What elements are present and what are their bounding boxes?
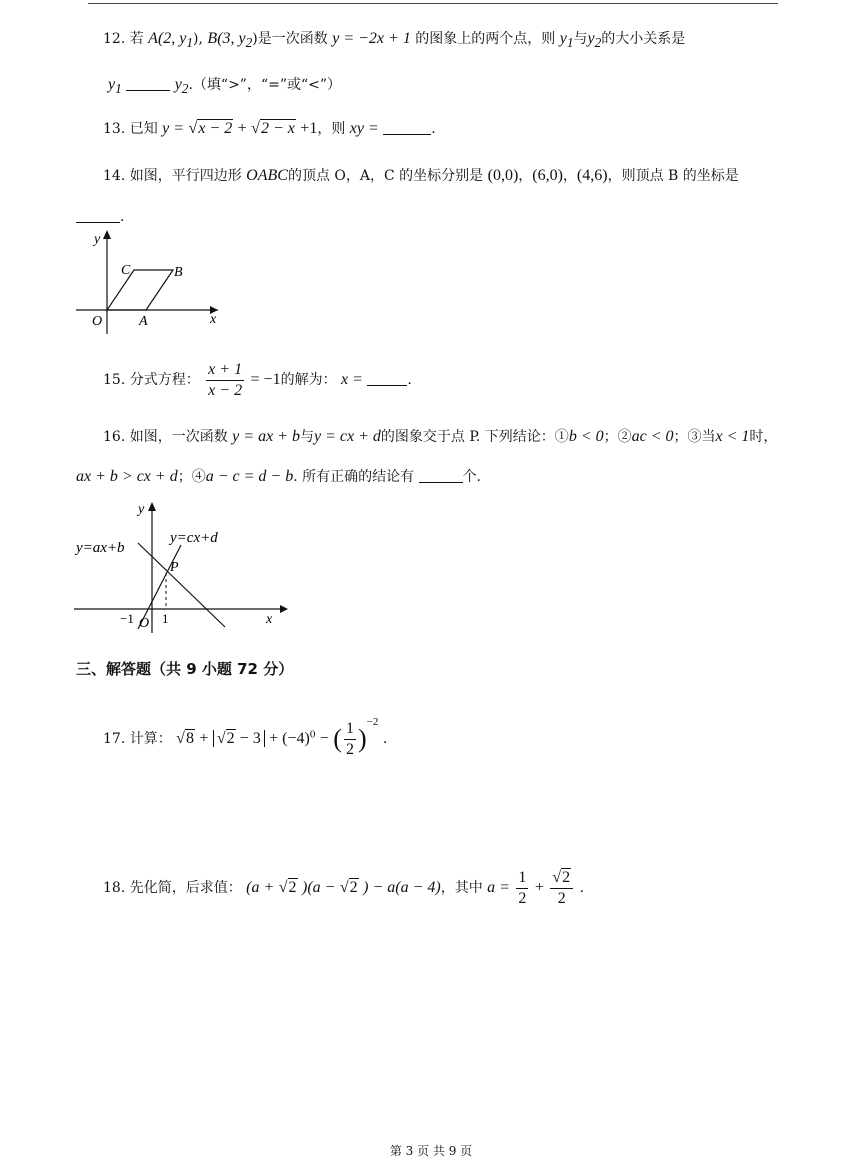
page-footer: 第 3 页 共 9 页	[389, 1144, 473, 1158]
vertex-label-c: C	[121, 263, 131, 278]
vertex-label-a: A	[139, 314, 148, 329]
question-16-line-2: ax + b > cx + d；④a − c = d − b. 所有正确的结论有 个.	[76, 468, 482, 485]
answer-blank[interactable]	[76, 208, 120, 223]
line-label-cx-plus-d: y=cx+d	[170, 530, 218, 546]
sqrt-term: x − 2	[198, 120, 233, 137]
axis-label-y: y	[138, 502, 145, 517]
x-axis-arrow	[280, 605, 288, 613]
fraction-half: $\frac{1}{2}$	[518, 868, 527, 907]
fraction-root2-over-2: $\frac{√2}{2}$	[550, 868, 573, 909]
q12-text: 若	[129, 31, 144, 47]
parallelogram-figure	[74, 226, 234, 336]
answer-blank[interactable]	[126, 76, 170, 91]
axis-label-x: x	[266, 612, 273, 627]
question-13: 13. 已知 y = √x − 2 + √2 − x +1，则 xy = .	[103, 120, 436, 137]
axis-label-y: y	[94, 232, 101, 247]
answer-blank[interactable]	[419, 468, 463, 483]
point-a: A(2, $y_1$	[148, 30, 194, 51]
tick-label-1: 1	[162, 611, 169, 626]
question-15: 15. 分式方程： $\frac{x + 1}{x - 2}$ = −1的解为： x = .	[103, 360, 412, 399]
question-12: 12. 若 A(2, $y_1$), B(3, $y_2$)是一次函数 y = −2x + 1 的图象上的两个点，则 $y_1$与$y_2$的大小关系是	[103, 30, 686, 51]
point-b: B(3, $y_2$	[207, 30, 253, 51]
fraction-half: $\frac{1}{2}$	[345, 719, 354, 758]
section-heading: 三、解答题（共 9 小题 72 分）	[76, 660, 294, 678]
question-16: 16. 如图，一次函数 y = ax + b与y = cx + d的图象交于点 P. 下列结论：①b < 0；②ac < 0；③当x < 1时，	[103, 428, 778, 445]
y-axis-arrow	[103, 230, 111, 239]
parallelogram-oabc	[107, 270, 173, 310]
linear-function: y = −2x + 1	[332, 30, 411, 47]
question-14: 14. 如图，平行四边形 OABC的顶点 O，A，C 的坐标分别是 (0,0)，(6,0)，(4,6)，则顶点 B 的坐标是	[103, 167, 739, 184]
intersection-label-p: P	[170, 560, 179, 575]
axis-label-x: x	[210, 312, 217, 327]
header-rule	[88, 3, 778, 4]
answer-blank[interactable]	[367, 371, 407, 386]
question-18: 18. 先化简，后求值： (a + √2 )(a − √2 ) − a(a − 4)，其中 a = $\frac{1}{2}$ + $\frac{√2}{2}$ .	[103, 868, 585, 907]
question-12-answer-line: $y_1$ $y_2$.（填“>”，“=”或“<”）	[108, 76, 342, 97]
tick-label-neg1: −1	[120, 611, 134, 626]
absolute-value: √2 − 3	[213, 730, 265, 747]
question-number: 12.	[103, 31, 126, 47]
question-14-answer-line: .	[76, 207, 124, 227]
answer-blank[interactable]	[383, 120, 431, 135]
line-label-ax-plus-b: y=ax+b	[76, 540, 125, 556]
y-axis-arrow	[148, 502, 156, 511]
line-ax-plus-b	[138, 543, 225, 627]
sqrt-term: 2 − x	[260, 120, 295, 137]
question-17: 17. 计算： $√8 + √2 - 3 + (-4)^0$ − ( $\frac{1}{2}$ )$^{-2}$ .	[103, 716, 388, 758]
two-lines-figure	[70, 497, 290, 635]
fraction: $\frac{x + 1}{x - 2}$	[208, 360, 243, 399]
vertex-label-b: B	[174, 265, 183, 280]
vertex-label-o: O	[92, 314, 103, 329]
origin-label: O	[139, 616, 150, 631]
